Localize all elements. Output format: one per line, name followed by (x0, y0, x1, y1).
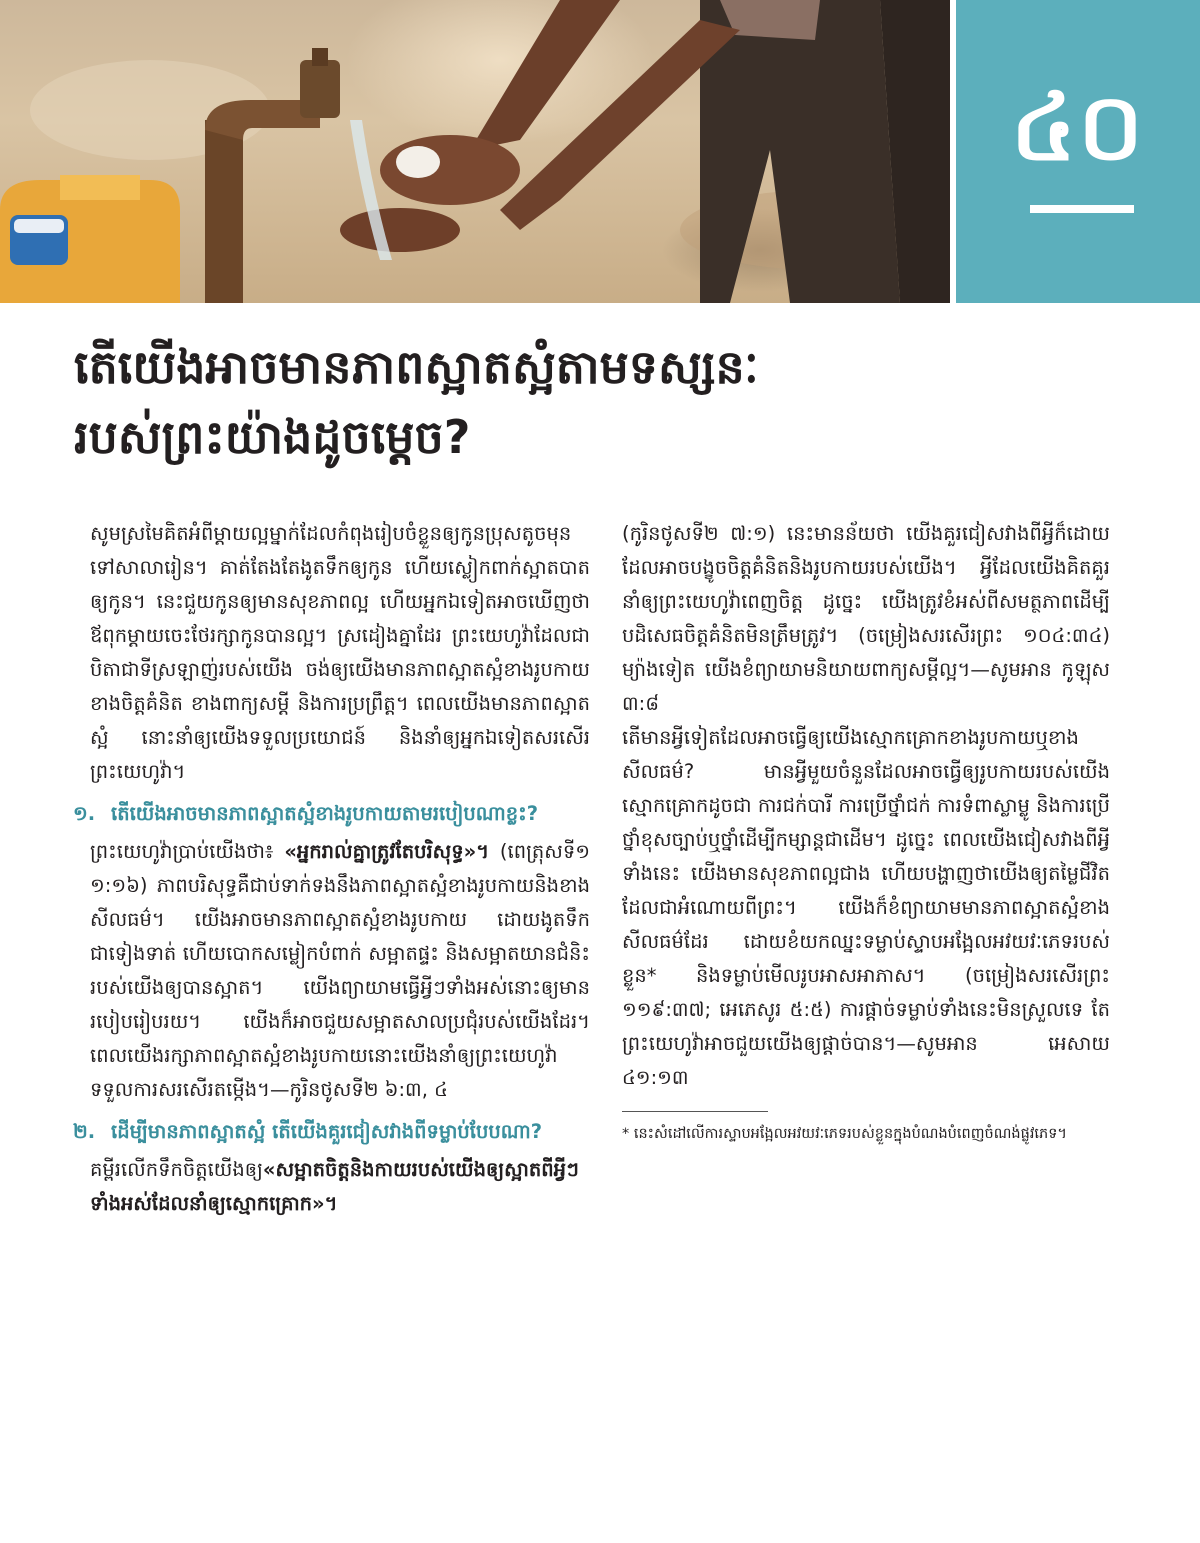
footnote: * នេះសំដៅលើការស្ទាបអង្អែលអវយវៈភេទរបស់ខ្លួនក្នុងបំណងបំពេញចំណង់ផ្លូវភេទ។ (622, 1126, 1067, 1142)
right-column (622, 517, 1110, 1146)
question-1-number: ១. (73, 802, 96, 825)
question-2-text: ដើម្បីមានភាពស្អាតស្អំ តើយើងគួរជៀសវាងពីទម្លាប់បែបណា? (111, 1120, 543, 1143)
lesson-number: ៤០ (1010, 74, 1146, 181)
question-1-text: តើយើងអាចមានភាពស្អាតស្អំខាងរូបកាយតាមរបៀបណាខ្លះ? (111, 802, 539, 825)
left-column (73, 517, 590, 1221)
question-1-quote: «អ្នករាល់គ្នាត្រូវតែបរិសុទ្ធ»។ (284, 840, 490, 863)
question-2-number: ២. (73, 1120, 96, 1143)
header-photo (0, 0, 950, 303)
right-paragraph-1: (កូរិនថូសទី២ ៧:១) នេះមានន័យថា យើងគួរជៀសវាងពីអ្វីក៏ដោយដែលអាចបង្ខូចចិត្តគំនិតនិងរូបកាយរបស់យើង។ អ្វីដែលយើងគិតគួរនាំឲ្យព្រះយេហូវ៉ាពេញចិត្ត ដូច្នេះ យើងត្រូវខំអស់ពីសមត្ថភាពដើម្បីបដិសេធចិត្តគំនិតមិនត្រឹមត្រូវ។ (ចម្រៀងសរសើរព្រះ ១០៤:៣៤) ម្យ៉ាងទៀត យើងខំព្យាយាមនិយាយពាក្យសម្ដីល្អ។—សូមអាន កូឡុស ៣:៨ (622, 522, 1110, 715)
question-2-heading (73, 1115, 590, 1149)
question-1-rest: (ពេត្រុសទី១ ១:១៦) ភាពបរិសុទ្ធគឺជាប់ទាក់ទងនឹងភាពស្អាតស្អំខាងរូបកាយនិងខាងសីលធម៌។ យើងអាចមានភាពស្អាតស្អំខាងរូបកាយ ដោយងូតទឹកជាទៀងទាត់ ហើយបោកសម្លៀកបំពាក់ សម្អាតផ្ទះ និងសម្អាតយានជំនិះរបស់យើងឲ្យបានស្អាត។ យើងព្យាយាមធ្វើអ្វីៗទាំងអស់នោះឲ្យមានរបៀបរៀបរយ។ យើងក៏អាចជួយសម្អាតសាលប្រជុំរបស់យើងដែរ។ ពេលយើងរក្សាភាពស្អាតស្អំខាងរូបកាយនោះយើងនាំឲ្យព្រះយេហូវ៉ាទទួលការសរសើរតម្កើង។—កូរិនថូសទី២ ៦:៣, ៤ (90, 840, 590, 1101)
photo-handwashing-icon (0, 0, 950, 303)
question-2-quote: «សម្អាតចិត្តនិងកាយរបស់យើងឲ្យស្អាតពីអ្វីៗទាំងអស់ដែលនាំឲ្យស្មោកគ្រោក»។ (90, 1158, 579, 1215)
page-title (74, 332, 1134, 472)
footnote-divider (622, 1111, 768, 1112)
question-2-lead: គម្ពីរលើកទឹកចិត្តយើងឲ្យ (90, 1158, 263, 1181)
page-title-line-1: តើយើងអាចមានភាពស្អាតស្អំតាមទស្សនៈ (74, 340, 759, 394)
question-1-body (90, 835, 590, 1107)
lesson-number-underline (1030, 205, 1134, 213)
page-title-line-2: របស់ព្រះយ៉ាងដូចម្ដេច? (74, 410, 471, 464)
question-2-body (90, 1153, 590, 1221)
question-1-heading (73, 797, 590, 831)
question-1-lead: ព្រះយេហូវ៉ាប្រាប់យើងថា៖ (90, 840, 274, 863)
intro-paragraph: សូមស្រមៃគិតអំពីម្ដាយល្អម្នាក់ដែលកំពុងរៀបចំខ្លួនឲ្យកូនប្រុសតូចមុនទៅសាលារៀន។ គាត់តែងតែងូតទឹកឲ្យកូន ហើយស្លៀកពាក់ស្អាតបាតឲ្យកូន។ នេះជួយកូនឲ្យមានសុខភាពល្អ ហើយអ្នកឯទៀតអាចឃើញថាឪពុកម្ដាយចេះថែរក្សាកូនបានល្អ។ ស្រដៀងគ្នាដែរ ព្រះយេហូវ៉ាដែលជាបិតាជាទីស្រឡាញ់របស់យើង ចង់ឲ្យយើងមានភាពស្អាតស្អំខាងរូបកាយ ខាងចិត្តគំនិត ខាងពាក្យសម្ដី និងការប្រព្រឹត្ត។ ពេលយើងមានភាពស្អាតស្អំ នោះនាំឲ្យយើងទទួលប្រយោជន៍ និងនាំឲ្យអ្នកឯទៀតសរសើរព្រះយេហូវ៉ា។ (90, 522, 590, 783)
right-paragraph-2: តើមានអ្វីទៀតដែលអាចធ្វើឲ្យយើងស្មោកគ្រោកខាងរូបកាយឬខាងសីលធម៌? មានអ្វីមួយចំនួនដែលអាចធ្វើឲ្យរូបកាយរបស់យើងស្មោកគ្រោកដូចជា ការជក់បារី ការប្រើថ្នាំជក់ ការទំពាស្លាម្លូ និងការប្រើថ្នាំខុសច្បាប់ឬថ្នាំដើម្បីកម្សាន្តជាដើម។ ដូច្នេះ ពេលយើងជៀសវាងពីអ្វីទាំងនេះ យើងមានសុខភាពល្អជាង ហើយបង្ហាញថាយើងឲ្យតម្លៃជីវិតដែលជាអំណោយពីព្រះ។ យើងក៏ខំព្យាយាមមានភាពស្អាតស្អំខាងសីលធម៌ដែរ ដោយខំយកឈ្នះទម្លាប់ស្ទាបអង្អែលអវយវៈភេទរបស់ខ្លួន* និងទម្លាប់មើលរូបអាសអាភាស។ (ចម្រៀងសរសើរព្រះ ១១៩:៣៧; អេភេសូរ ៥:៥) ការផ្ដាច់ទម្លាប់ទាំងនេះមិនស្រួលទេ តែព្រះយេហូវ៉ាអាចជួយយើងឲ្យផ្ដាច់បាន។—សូមអាន អេសាយ ៤១:១៣ (622, 726, 1110, 1089)
lesson-number-box (956, 0, 1200, 303)
